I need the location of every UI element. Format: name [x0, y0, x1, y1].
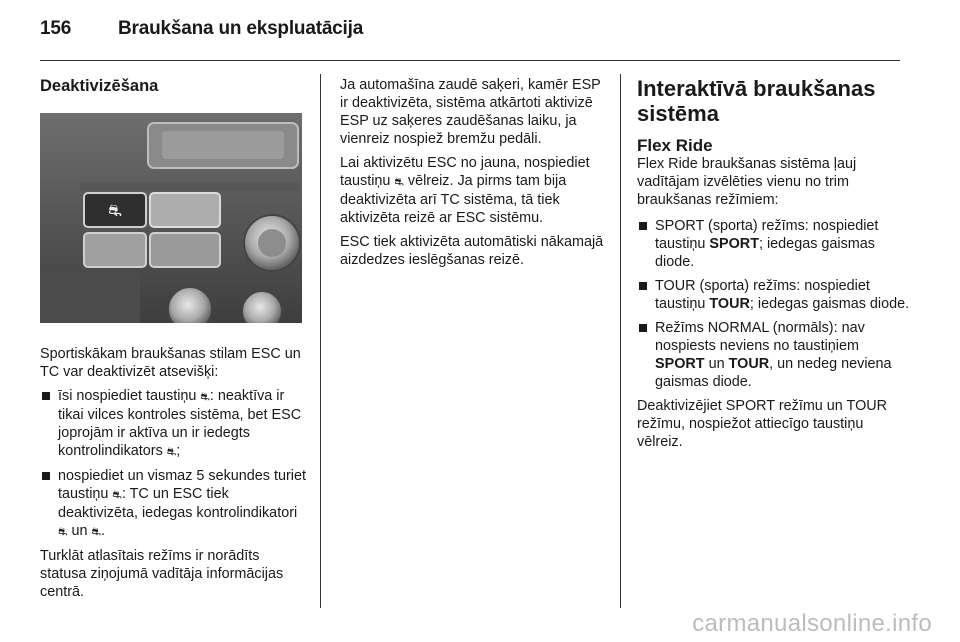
bullet-square — [639, 222, 647, 230]
list-item: Režīms NORMAL (normāls): nav nospiests neviens no taustiņiem SPORT un TOUR, un nedeg neviena gaismas diode. — [637, 319, 912, 391]
list-item: īsi nospiediet taustiņu ⛐: neaktīva ir tikai vilces kontroles sistēma, bet ESC joprojām ir aktīva un ir iedegts kontrolindikators ⛐; — [40, 387, 308, 461]
sport-key-label: SPORT — [655, 356, 705, 372]
list-item: SPORT (sporta) režīms: nospiediet taustiņu SPORT; iedegas gaismas diode. — [637, 217, 912, 271]
bullet-square — [42, 392, 50, 400]
tc-button-icon: ⛐ — [200, 391, 210, 403]
section-heading-deactivation: Deaktivizēšana — [40, 77, 159, 95]
dashboard-photo — [40, 113, 302, 323]
bullet-square — [42, 472, 50, 480]
column-2 — [340, 76, 610, 275]
column-divider-1 — [320, 74, 321, 608]
tc-off-lamp-icon: ⛐ — [91, 526, 102, 538]
flex-ride-intro: Flex Ride braukšanas sistēma ļauj vadītājam izvēlēties vienu no trim braukšanas režīmiem: — [637, 156, 857, 208]
flex-ride-outro: Deaktivizējiet SPORT režīmu un TOUR režīmu, nospiežot attiecīgo taustiņu vēlreiz. — [637, 398, 888, 450]
header-rule — [40, 60, 900, 61]
list-item: nospiediet un vismaz 5 sekundes turiet taustiņu ⛐: TC un ESC tiek deaktivizēta, iedegas kontrolindikatori ⛐ un ⛐. — [40, 467, 308, 541]
tc-button-icon: ⛐ — [112, 489, 122, 501]
esc-lamp-icon: ⛐ — [166, 446, 177, 458]
list-item: TOUR (sporta) režīms: nospiediet taustiņu TOUR; iedegas gaismas diode. — [637, 277, 912, 313]
column-divider-2 — [620, 74, 621, 608]
tour-key-label: TOUR — [709, 296, 750, 312]
page-title: Braukšana un ekspluatācija — [118, 18, 364, 39]
subheading-flex-ride: Flex Ride — [637, 136, 713, 155]
section-heading-interactive-driving: Interaktīvā braukšanas sistēma — [637, 76, 876, 126]
page-header — [40, 18, 363, 40]
esp-reactivation-text: Ja automašīna zaudē saķeri, kamēr ESP ir deaktivizēta, sistēma atkārtoti aktivizē ESP uz saķeres zaudēšanas laiku, ja vienreiz nospiež bremžu pedāli. — [340, 77, 601, 147]
esc-activate-text: Lai aktivizētu ESC no jauna, nospiediet taustiņu ⛐ vēlreiz. Ja pirms tam bija deaktivizēta arī TC sistēma, tā tiek aktivizēta reizē ar ESC sistēmu. — [340, 155, 590, 226]
column-1 — [40, 72, 308, 607]
deactivation-intro: Sportiskākam braukšanas stilam ESC un TC var deaktivizēt atsevišķi: — [40, 346, 301, 380]
watermark: carmanualsonline.info — [692, 610, 932, 637]
page-number: 156 — [40, 18, 72, 39]
bullet-square — [639, 324, 647, 332]
tour-key-label: TOUR — [728, 356, 770, 372]
deactivation-outro: Turklāt atlasītais režīms ir norādīts statusa ziņojumā vadītāja informācijas centrā. — [40, 548, 284, 600]
svg-text:⛐: ⛐ — [108, 201, 122, 220]
esc-auto-text: ESC tiek aktivizēta automātiski nākamajā aizdedzes ieslēgšanas reizē. — [340, 234, 604, 268]
esc-lamp-icon: ⛐ — [58, 526, 68, 538]
column-3 — [637, 76, 912, 457]
sport-key-label: SPORT — [709, 236, 759, 252]
tc-button-icon: ⛐ — [394, 176, 404, 188]
bullet-square — [639, 282, 647, 290]
